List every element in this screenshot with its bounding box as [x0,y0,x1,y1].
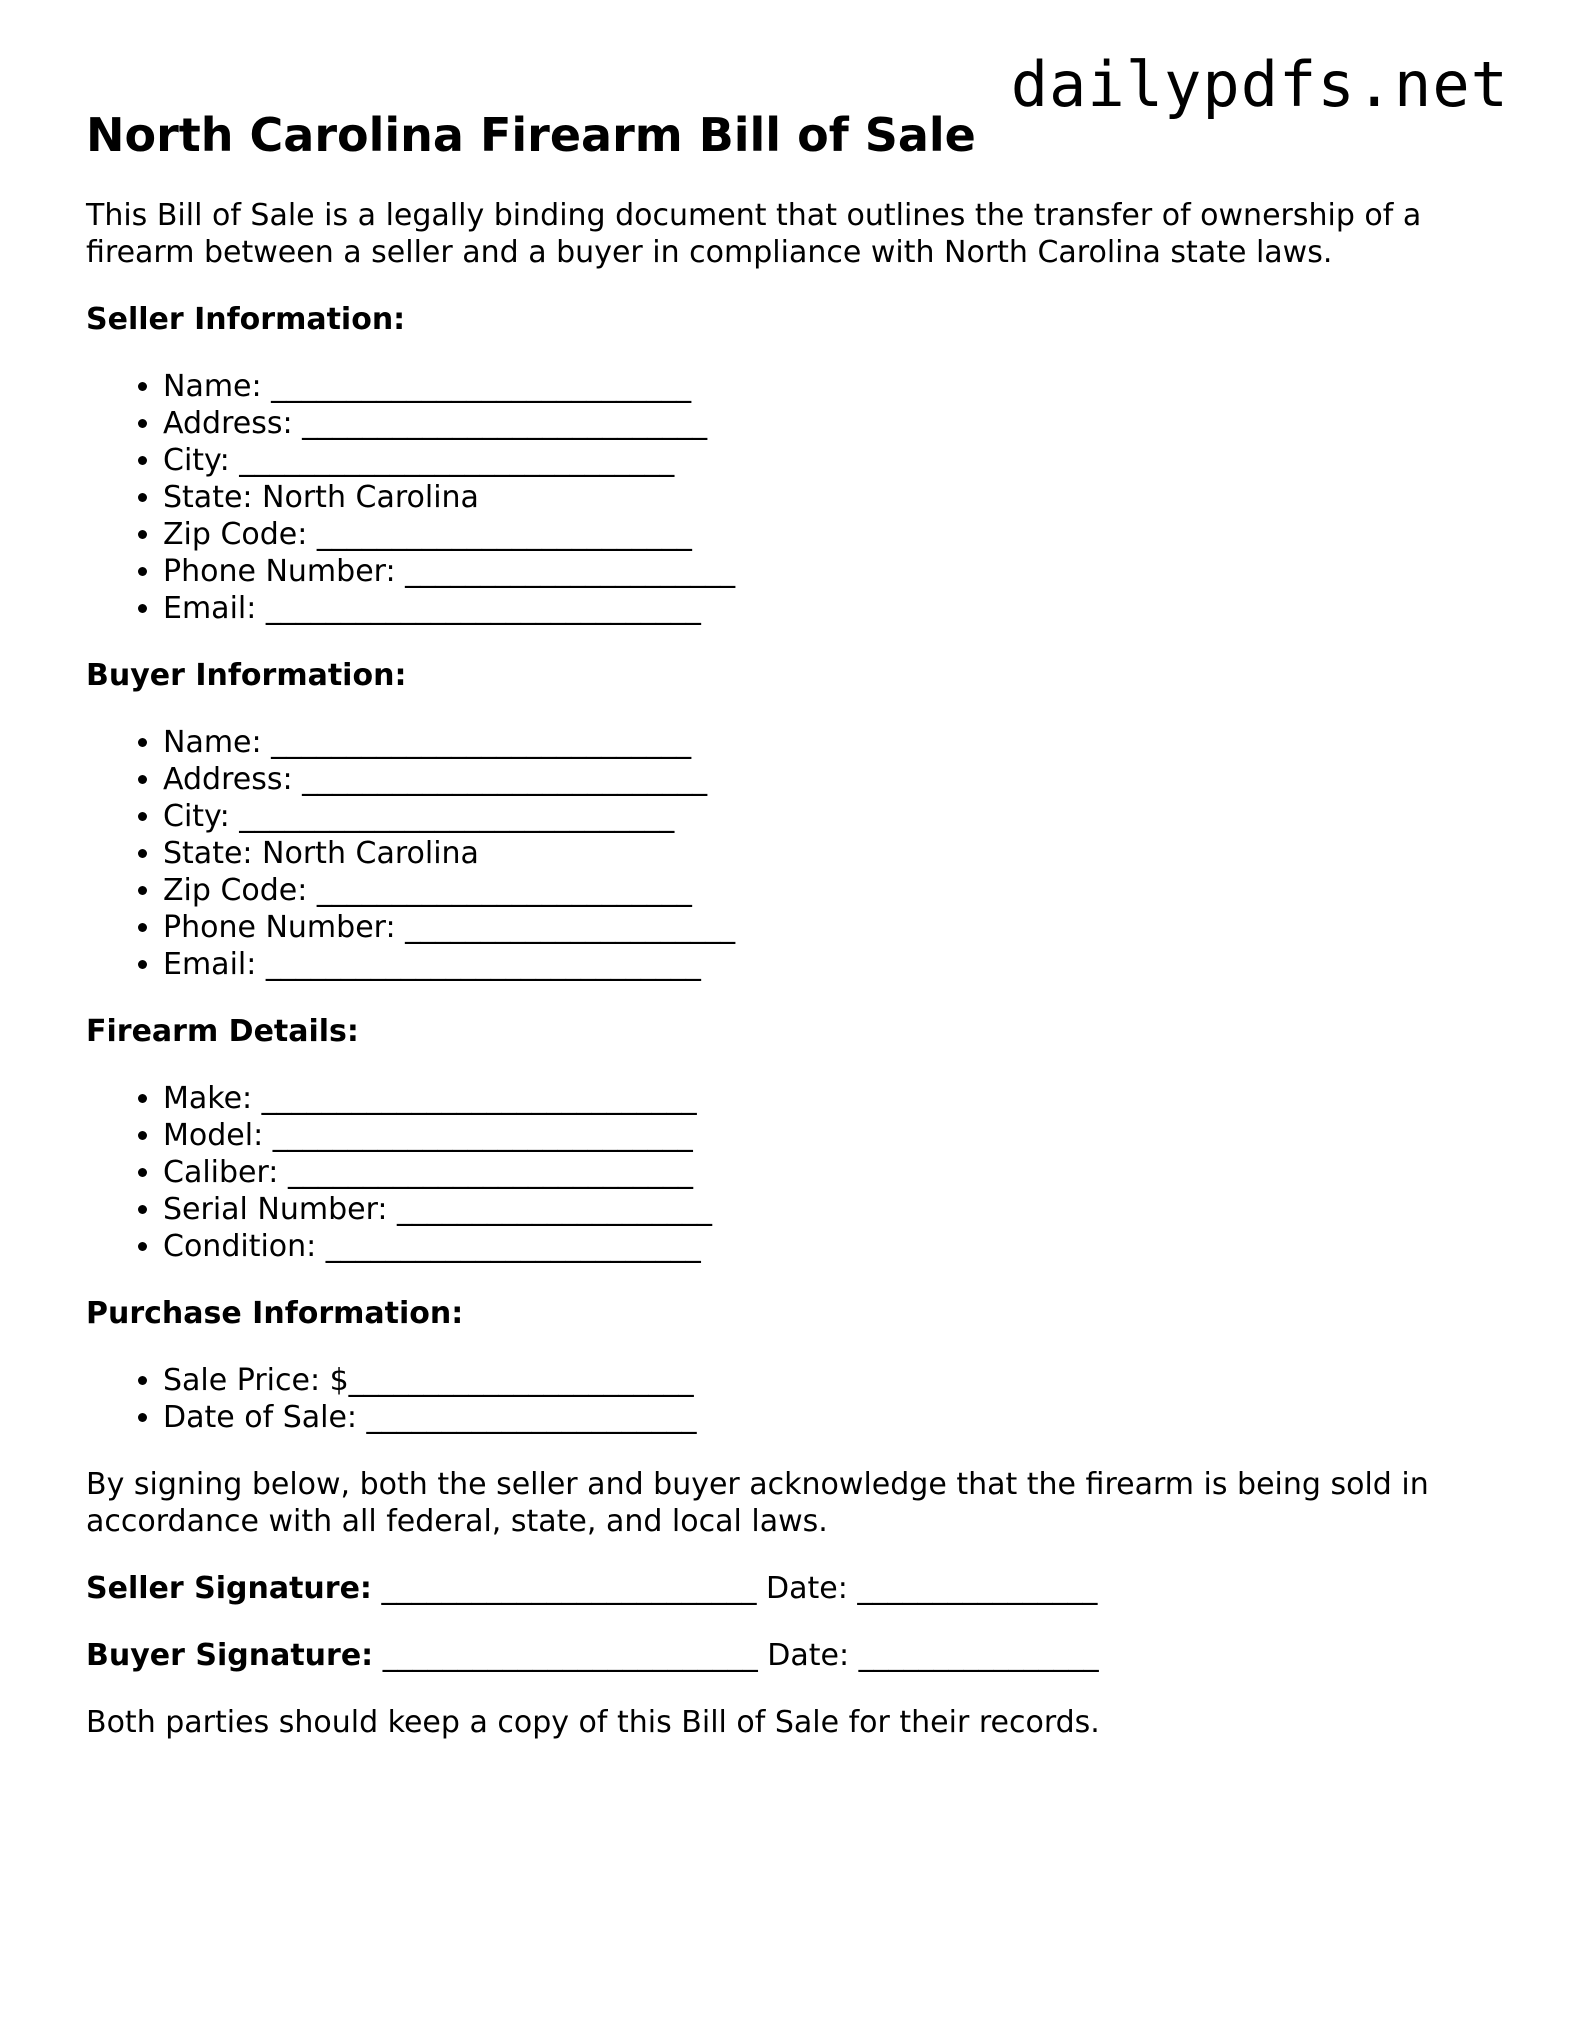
acknowledgement-paragraph: By signing below, both the seller and buyer acknowledge that the firearm is being sold in accordance with all federal, state, and local laws. [86,1467,1429,1540]
buyer-email-field: • Email: _____________________________ [163,946,1486,983]
firearm-serial-field: • Serial Number: _____________________ [163,1191,1486,1228]
buyer-state-field: • State: North Carolina [163,835,1486,872]
document-title: North Carolina Firearm Bill of Sale [86,108,976,162]
seller-name-field: • Name: ____________________________ [163,368,1486,405]
intro-paragraph: This Bill of Sale is a legally binding document that outlines the transfer of ownership of a firearm between a seller and a buyer in compliance with North Carolina state laws. [86,198,1422,271]
firearm-make-field: • Make: _____________________________ [163,1080,1486,1117]
seller-signature-line [86,1570,1486,1607]
seller-section-heading: Seller Information: [86,302,406,338]
firearm-model-field: • Model: ____________________________ [163,1117,1486,1154]
buyer-signature-label: Buyer Signature: [86,1638,374,1674]
buyer-section-heading: Buyer Information: [86,658,407,694]
buyer-name-field: • Name: ____________________________ [163,724,1486,761]
buyer-signature-line [86,1637,1486,1674]
sale-date-field: • Date of Sale: ______________________ [163,1399,1486,1436]
seller-state-field: • State: North Carolina [163,479,1486,516]
seller-info-list [86,368,1486,627]
seller-signature-blanks: _________________________ Date: ________________ [371,1571,1098,1607]
sale-price-field: • Sale Price: $_______________________ [163,1362,1486,1399]
buyer-signature-blanks: _________________________ Date: ________________ [373,1638,1099,1674]
purchase-section-heading: Purchase Information: [86,1296,464,1332]
buyer-phone-field: • Phone Number: ______________________ [163,909,1486,946]
firearm-details-list [86,1080,1486,1265]
buyer-address-field: • Address: ___________________________ [163,761,1486,798]
buyer-city-field: • City: _____________________________ [163,798,1486,835]
firearm-caliber-field: • Caliber: ___________________________ [163,1154,1486,1191]
buyer-zip-field: • Zip Code: _________________________ [163,872,1486,909]
firearm-section-heading: Firearm Details: [86,1014,359,1050]
seller-email-field: • Email: _____________________________ [163,590,1486,627]
seller-signature-label: Seller Signature: [86,1571,372,1607]
watermark: dailypdfs.net [1010,48,1509,121]
buyer-info-list [86,724,1486,983]
purchase-info-list [86,1362,1486,1436]
document-body [86,108,1486,1771]
seller-zip-field: • Zip Code: _________________________ [163,516,1486,553]
seller-address-field: • Address: ___________________________ [163,405,1486,442]
closing-paragraph: Both parties should keep a copy of this Bill of Sale for their records. [86,1705,1100,1741]
seller-phone-field: • Phone Number: ______________________ [163,553,1486,590]
firearm-condition-field: • Condition: _________________________ [163,1228,1486,1265]
seller-city-field: • City: _____________________________ [163,442,1486,479]
